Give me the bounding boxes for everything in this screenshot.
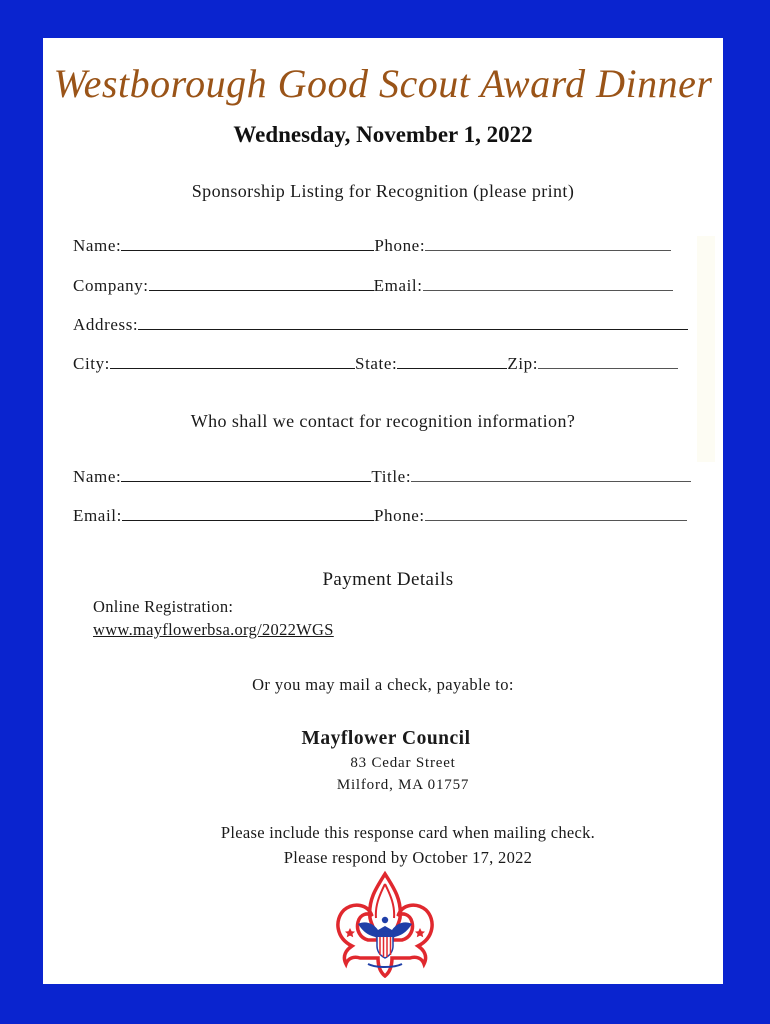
contact-email-row [73,506,687,526]
contact-name-row [73,467,691,487]
contact-phone-label: Phone: [373,506,425,525]
include-card-note: Please include this response card when mailing check. [220,823,596,842]
bsa-fleur-de-lis-icon [328,870,442,978]
payee-city: Milford, MA 01757 [336,777,470,793]
payment-heading: Payment Details [322,569,454,590]
sponsor-address-field[interactable] [138,315,688,330]
contact-heading: Who shall we contact for recognition information? [190,411,576,431]
sponsor-address-row [73,315,688,335]
sponsorship-heading: Sponsorship Listing for Recognition (please print) [191,181,575,201]
sponsor-company-field[interactable] [149,276,374,291]
online-registration-link[interactable] [93,620,334,640]
registration-url[interactable]: www.mayflowerbsa.org/2022WGS [93,620,334,639]
contact-name-label: Name: [73,467,122,486]
event-date: Wednesday, November 1, 2022 [233,122,533,147]
mail-check-text: Or you may mail a check, payable to: [252,675,514,694]
response-card [43,38,723,984]
sponsor-city-label: City: [73,354,111,373]
contact-name-field[interactable] [121,467,371,482]
sponsor-phone-label: Phone: [374,236,426,255]
contact-email-field[interactable] [122,506,374,521]
sponsor-company-row [73,276,673,296]
sponsor-city-row [73,354,678,374]
sponsor-email-field[interactable] [423,276,673,291]
sponsor-email-label: Email: [373,276,423,295]
contact-title-label: Title: [371,467,412,486]
sponsor-state-label: State: [355,354,398,373]
sponsor-city-field[interactable] [110,354,355,369]
sponsor-phone-field[interactable] [425,236,671,251]
sponsor-name-field[interactable] [121,236,374,251]
sponsor-address-label: Address: [73,315,139,334]
payee-street: 83 Cedar Street [350,755,456,771]
online-registration-label: Online Registration: [93,597,234,616]
contact-title-field[interactable] [411,467,691,482]
sponsor-state-field[interactable] [397,354,507,369]
contact-email-label: Email: [73,506,122,525]
respond-by-note: Please respond by October 17, 2022 [283,848,533,867]
sponsor-name-row [73,236,671,256]
event-title: Westborough Good Scout Award Dinner [53,61,713,106]
sponsor-name-label: Name: [73,236,122,255]
sponsor-zip-label: Zip: [507,354,539,373]
sponsor-company-label: Company: [73,276,149,295]
contact-phone-field[interactable] [425,506,687,521]
payee-name: Mayflower Council [301,728,471,749]
sponsor-zip-field[interactable] [538,354,678,369]
